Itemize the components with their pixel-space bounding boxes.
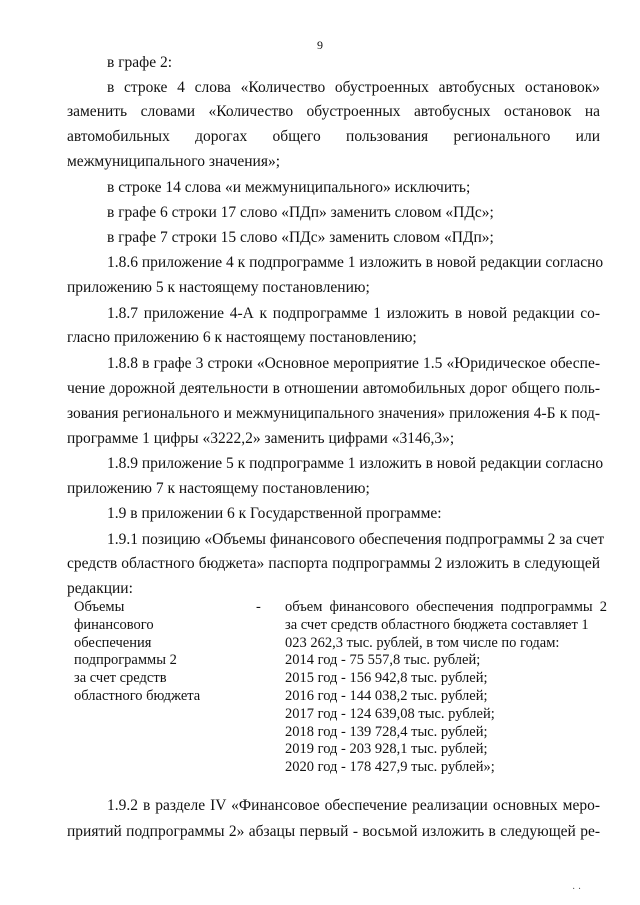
text-line: в графе 6 строки 17 слово «ПДп» заменить словом «ПДс»;	[107, 204, 494, 221]
text-line: чение дорожной деятельности в отношении автомобильных дорог общего поль-	[67, 380, 600, 397]
table-value-line: 2017 год - 124 639,08 тыс. рублей;	[285, 705, 495, 722]
text-line: программе 1 цифры «3222,2» заменить цифрами «3146,3»;	[67, 430, 455, 447]
table-dash: -	[256, 599, 261, 615]
table-label-line: за счет средств	[74, 670, 167, 687]
text-line: 1.9 в приложении 6 к Государственной программе:	[107, 505, 442, 522]
table-value-line: 023 262,3 тыс. рублей, в том числе по годам:	[285, 634, 560, 651]
table-value-line: 2018 год - 139 728,4 тыс. рублей;	[285, 723, 488, 740]
table-value-line: за счет средств областного бюджета составляет 1	[285, 616, 589, 633]
text-line: в графе 7 строки 15 слово «ПДс» заменить словом «ПДп»;	[107, 229, 494, 246]
table-value-line: 2014 год - 75 557,8 тыс. рублей;	[285, 652, 481, 669]
table-value-line: 2015 год - 156 942,8 тыс. рублей;	[285, 670, 488, 687]
table-label-line: подпрограммы 2	[74, 652, 177, 669]
table-label-line: Объемы	[74, 599, 125, 615]
text-line: в строке 14 слова «и межмуниципального» исключить;	[107, 179, 471, 196]
text-line: 1.8.7 приложение 4-А к подпрограмме 1 изложить в новой редакции со-	[107, 305, 600, 322]
text-line: гласно приложению 6 к настоящему постановлению;	[67, 329, 417, 346]
text-line: приложению 7 к настоящему постановлению;	[67, 480, 370, 497]
table-value-line: 2019 год - 203 928,1 тыс. рублей;	[285, 741, 488, 758]
table-label-line: областного бюджета	[74, 687, 201, 704]
text-line: зования регионального и межмуниципального значения» приложения 4-Б к под-	[67, 405, 600, 422]
passport-table-value-cell	[285, 599, 607, 777]
text-line: заменить словами «Количество обустроенных автобусных остановок на	[67, 103, 600, 120]
text-line: 1.8.8 в графе 3 строки «Основное мероприятие 1.5 «Юридическое обеспе-	[107, 355, 600, 372]
text-line: приятий подпрограммы 2» абзацы первый - восьмой изложить в следующей ре-	[67, 823, 600, 840]
text-line: межмуниципального значения»;	[67, 153, 281, 170]
text-line: 1.8.9 приложение 5 к подпрограмме 1 изложить в новой редакции согласно	[107, 455, 604, 472]
table-value-line: 2016 год - 144 038,2 тыс. рублей;	[285, 687, 488, 704]
text-line: в графе 2:	[107, 54, 173, 71]
text-line: редакции:	[67, 580, 133, 597]
text-line: средств областного бюджета» паспорта подпрограммы 2 изложить в следующей	[67, 555, 600, 572]
text-line: автомобильных дорогах общего пользования регионального или	[67, 128, 600, 145]
text-line: в строке 4 слова «Количество обустроенных автобусных остановок»	[107, 79, 600, 96]
text-line: 1.9.2 в разделе IV «Финансовое обеспечение реализации основных меро-	[107, 797, 600, 814]
scan-mark: · ·	[572, 884, 582, 895]
text-line: 1.8.6 приложение 4 к подпрограмме 1 изложить в новой редакции согласно	[107, 254, 604, 271]
table-value-line: 2020 год - 178 427,9 тыс. рублей»;	[285, 759, 495, 776]
page-number: 9	[317, 38, 323, 52]
table-label-line: обеспечения	[74, 634, 152, 651]
text-line: 1.9.1 позицию «Объемы финансового обеспечения подпрограммы 2 за счет	[107, 531, 605, 548]
passport-table-label-cell	[74, 599, 234, 706]
table-label-line: финансового	[74, 616, 154, 633]
text-line: приложению 5 к настоящему постановлению;	[67, 279, 370, 296]
table-value-line: объем финансового обеспечения подпрограммы 2	[285, 599, 607, 615]
